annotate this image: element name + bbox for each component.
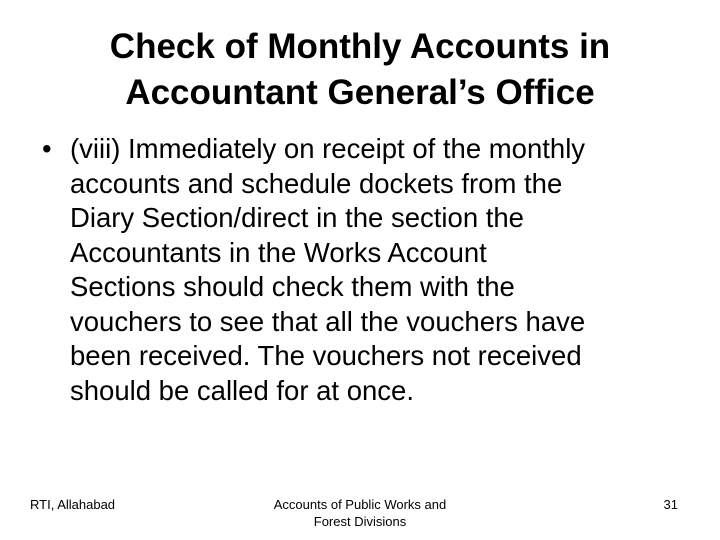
title-line-2: Accountant General’s Office — [125, 73, 595, 112]
slide-title — [36, 24, 684, 116]
footer-course-title — [240, 496, 480, 530]
footer-course-title-line-2: Forest Divisions — [313, 514, 407, 529]
footer-course-title-line-1: Accounts of Public Works and — [273, 497, 447, 512]
bullet-text-line: Sections should check them with the — [70, 271, 515, 302]
bullet-text-line: should be called for at once. — [70, 374, 414, 406]
bullet-text-line: accounts and schedule dockets from the — [70, 167, 563, 199]
bullet-text-line: vouchers to see that all the vouchers have — [70, 305, 586, 337]
bullet-text-line: Accountants in the Works Account — [70, 236, 487, 268]
slide-body — [30, 132, 690, 408]
footer-organization: RTI, Allahabad — [30, 497, 116, 512]
bullet-marker: • — [42, 133, 52, 164]
page-number: 31 — [663, 497, 678, 512]
title-line-1: Check of Monthly Accounts in — [109, 27, 611, 66]
bullet-text-line: been received. The vouchers not received — [70, 340, 582, 371]
bullet-text-line: (viii) Immediately on receipt of the monthly — [70, 133, 586, 164]
bullet-text-line: Diary Section/direct in the section the — [70, 202, 524, 233]
bullet-item — [30, 132, 690, 408]
bullet-text — [70, 132, 690, 408]
